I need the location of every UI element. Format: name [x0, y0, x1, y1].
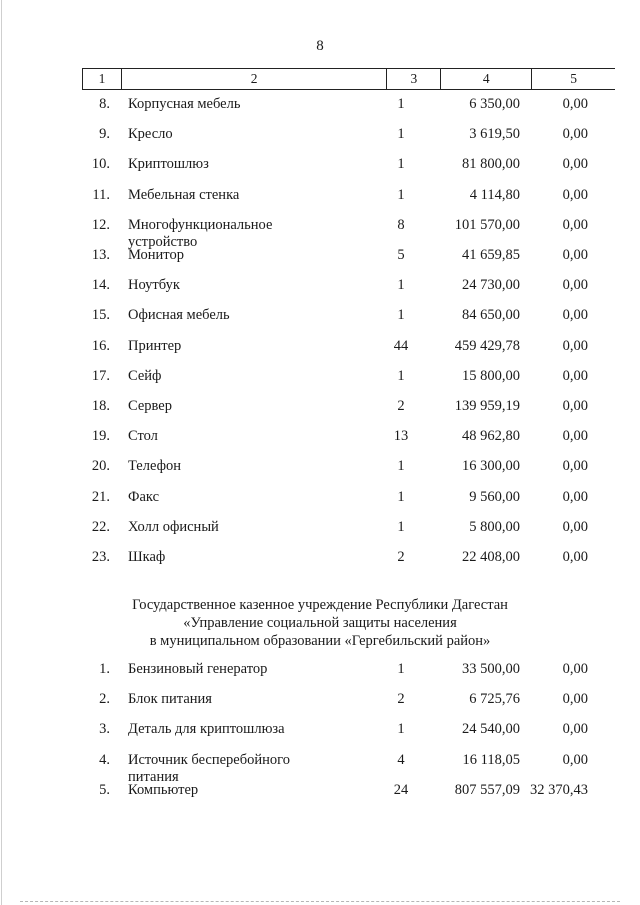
row-residual: 0,00: [562, 96, 588, 112]
row-amount: 24 540,00: [462, 721, 520, 738]
row-amount: 33 500,00: [462, 661, 520, 677]
row-residual: 0,00: [562, 488, 588, 505]
row-item-name: [128, 489, 388, 506]
row-quantity: 1: [397, 277, 405, 294]
row-quantity: 13: [393, 428, 409, 445]
organization-heading-line: в муниципальном образовании «Гергебильский район»: [149, 633, 491, 649]
row-amount: 139 959,19: [454, 398, 520, 414]
row-item-name-line: Мебельная стенка: [128, 186, 240, 203]
row-item-name-line: питания: [128, 768, 179, 785]
row-amount: 24 730,00: [462, 277, 520, 294]
row-number: 19.: [91, 428, 110, 445]
row-amount: 459 429,78: [454, 337, 520, 354]
row-item-name-line: устройство: [128, 233, 198, 250]
row-item-name: [128, 217, 388, 251]
row-number: 16.: [91, 337, 110, 354]
row-item-name-line: Стол: [128, 428, 158, 445]
row-quantity: 1: [397, 458, 405, 475]
row-residual: 0,00: [562, 549, 588, 565]
row-residual: 0,00: [562, 751, 588, 768]
row-amount: 5 800,00: [469, 518, 520, 535]
row-item-name: [128, 307, 388, 324]
row-residual: 0,00: [562, 367, 588, 384]
row-quantity: 2: [397, 549, 405, 565]
row-item-name-line: Корпусная мебель: [128, 96, 241, 112]
row-quantity: 8: [397, 216, 405, 233]
row-item-name: [128, 398, 388, 415]
page-number: 8: [316, 38, 324, 54]
row-quantity: 1: [397, 518, 405, 535]
scan-bottom-edge: [20, 901, 620, 903]
row-number: 8.: [99, 96, 110, 112]
row-amount: 84 650,00: [462, 307, 520, 324]
row-item-name-line: Блок питания: [128, 691, 212, 708]
row-number: 17.: [91, 367, 110, 384]
row-item-name: [128, 156, 388, 173]
row-quantity: 1: [397, 721, 405, 738]
organization-heading: [0, 596, 640, 650]
row-amount: 81 800,00: [462, 156, 520, 173]
row-item-name: [128, 368, 388, 385]
row-quantity: 24: [393, 781, 409, 798]
row-item-name: [128, 96, 388, 113]
row-item-name-line: Офисная мебель: [128, 307, 230, 324]
row-number: 2.: [99, 691, 110, 708]
row-number: 3.: [99, 721, 110, 738]
row-residual: 0,00: [562, 186, 588, 203]
row-number: 20.: [91, 458, 110, 475]
row-item-name: [128, 428, 388, 445]
row-number: 23.: [91, 549, 110, 565]
row-quantity: 5: [397, 247, 405, 263]
header-cell-3: 3: [387, 69, 441, 89]
row-residual: 0,00: [562, 721, 588, 738]
row-item-name: [128, 721, 388, 738]
table-row: [0, 782, 640, 822]
row-quantity: 1: [397, 661, 405, 677]
row-item-name-line: Факс: [128, 488, 160, 505]
row-item-name: [128, 752, 388, 786]
row-item-name-line: Шкаф: [128, 549, 166, 565]
row-quantity: 1: [397, 156, 405, 173]
row-quantity: 1: [397, 96, 405, 112]
row-item-name: [128, 661, 388, 678]
row-number: 4.: [99, 751, 110, 768]
header-cell-5: 5: [570, 71, 577, 86]
row-amount: 4 114,80: [469, 186, 520, 203]
row-residual: 0,00: [562, 216, 588, 233]
row-residual: 0,00: [562, 156, 588, 173]
row-residual: 0,00: [562, 247, 588, 263]
row-item-name: [128, 458, 388, 475]
row-residual: 0,00: [562, 661, 588, 677]
row-residual: 0,00: [562, 307, 588, 324]
row-number: 12.: [91, 216, 110, 233]
row-amount: 41 659,85: [462, 247, 520, 263]
row-item-name: [128, 691, 388, 708]
row-residual: 0,00: [562, 277, 588, 294]
row-quantity: 1: [397, 367, 405, 384]
row-number: 22.: [91, 518, 110, 535]
row-item-name-line: Источник бесперебойного: [128, 751, 290, 768]
row-item-name-line: Принтер: [128, 337, 182, 354]
organization-heading-line: «Управление социальной защиты населения: [183, 615, 457, 631]
row-number: 18.: [91, 398, 110, 414]
row-item-name-line: Сейф: [128, 367, 162, 384]
row-number: 15.: [91, 307, 110, 324]
row-number: 5.: [99, 781, 110, 798]
row-number: 9.: [99, 126, 110, 143]
row-item-name: [128, 549, 388, 566]
row-number: 14.: [91, 277, 110, 294]
row-item-name: [128, 126, 388, 143]
row-number: 11.: [92, 186, 110, 203]
row-item-name-line: Криптошлюз: [128, 156, 209, 173]
row-residual: 0,00: [562, 398, 588, 414]
row-quantity: 44: [393, 337, 409, 354]
row-amount: 6 350,00: [469, 96, 520, 112]
row-number: 10.: [91, 156, 110, 173]
row-item-name: [128, 247, 388, 264]
row-quantity: 1: [397, 126, 405, 143]
row-amount: 6 725,76: [469, 691, 520, 708]
row-item-name-line: Сервер: [128, 398, 172, 414]
row-item-name: [128, 519, 388, 536]
row-amount: 16 118,05: [462, 751, 520, 768]
row-residual: 0,00: [562, 691, 588, 708]
row-amount: 807 557,09: [454, 781, 520, 798]
row-item-name: [128, 338, 388, 355]
row-quantity: 2: [397, 398, 405, 414]
row-item-name-line: Бензиновый генератор: [128, 661, 268, 677]
row-item-name-line: Монитор: [128, 247, 184, 263]
header-cell-2: 2: [122, 69, 388, 89]
row-residual: 0,00: [562, 126, 588, 143]
row-item-name: [128, 782, 388, 799]
row-item-name-line: Компьютер: [128, 781, 199, 798]
row-amount: 3 619,50: [469, 126, 520, 143]
row-quantity: 4: [397, 751, 405, 768]
organization-heading-line: Государственное казенное учреждение Республики Дагестан: [132, 597, 508, 613]
row-amount: 15 800,00: [462, 367, 520, 384]
row-quantity: 1: [397, 488, 405, 505]
row-item-name: [128, 277, 388, 294]
row-amount: 9 560,00: [469, 488, 520, 505]
row-amount: 101 570,00: [454, 216, 520, 233]
row-residual: 32 370,43: [530, 781, 588, 798]
row-number: 1.: [99, 661, 110, 677]
row-item-name-line: Телефон: [128, 458, 181, 475]
row-quantity: 1: [397, 186, 405, 203]
row-item-name-line: Многофункциональное: [128, 216, 273, 233]
row-item-name: [128, 187, 388, 204]
row-residual: 0,00: [562, 518, 588, 535]
row-residual: 0,00: [562, 458, 588, 475]
header-cell-4: 4: [441, 69, 532, 89]
row-amount: 22 408,00: [462, 549, 520, 565]
row-quantity: 1: [397, 307, 405, 324]
row-item-name-line: Кресло: [128, 126, 173, 143]
row-quantity: 2: [397, 691, 405, 708]
row-item-name-line: Ноутбук: [128, 277, 180, 294]
row-item-name-line: Деталь для криптошлюза: [128, 721, 285, 738]
row-residual: 0,00: [562, 428, 588, 445]
row-amount: 48 962,80: [462, 428, 520, 445]
table-header: [82, 68, 615, 90]
table-row: [0, 549, 640, 589]
row-number: 21.: [91, 488, 110, 505]
row-residual: 0,00: [562, 337, 588, 354]
header-cell-1: 1: [83, 69, 122, 89]
row-number: 13.: [91, 247, 110, 263]
row-item-name-line: Холл офисный: [128, 518, 219, 535]
row-amount: 16 300,00: [462, 458, 520, 475]
